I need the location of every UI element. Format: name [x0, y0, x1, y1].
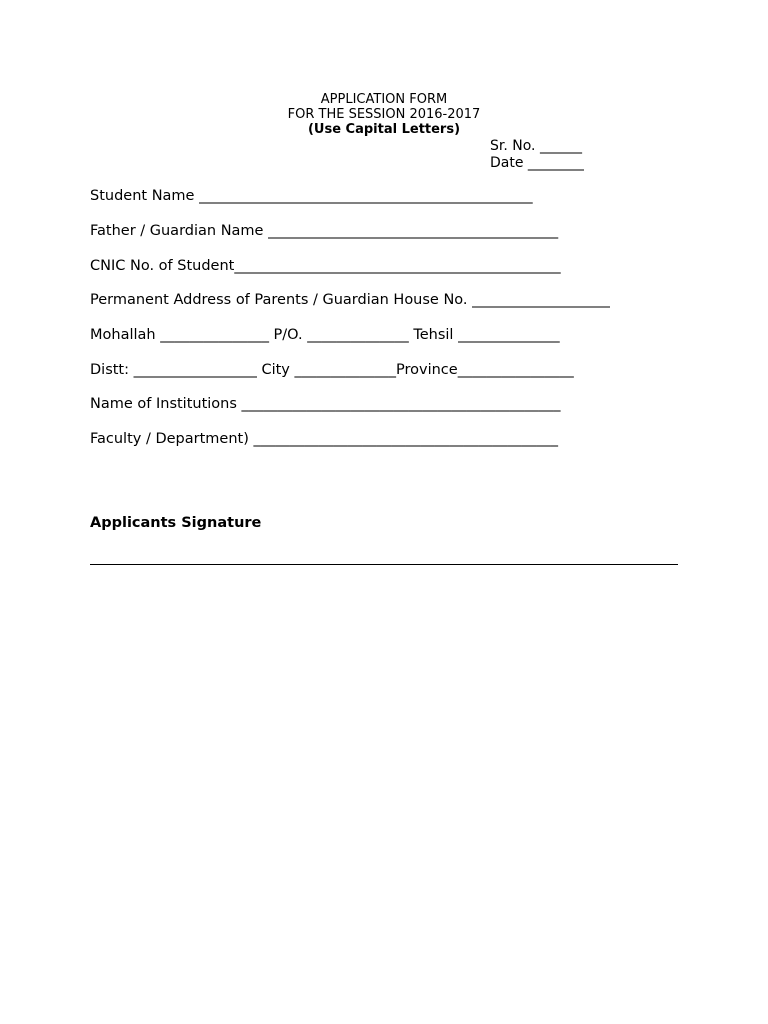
permanent-address-field[interactable]: Permanent Address of Parents / Guardian House No. ___________________ [90, 292, 610, 308]
student-name-field[interactable]: Student Name ______________________________________________ [90, 188, 533, 204]
form-session: FOR THE SESSION 2016-2017 [287, 107, 481, 122]
mohallah-po-tehsil-row[interactable]: Mohallah _______________ P/O. ______________ Tehsil ______________ [90, 327, 560, 343]
distt-city-province-row[interactable]: Distt: _________________ City ______________Province________________ [90, 362, 574, 378]
form-note: (Use Capital Letters) [307, 122, 461, 137]
form-header [0, 92, 768, 137]
signature-line[interactable] [90, 564, 678, 565]
serial-number-field[interactable]: Sr. No. ______ [490, 138, 582, 154]
form-title: APPLICATION FORM [320, 92, 448, 107]
date-field[interactable]: Date ________ [490, 155, 584, 171]
guardian-name-field[interactable]: Father / Guardian Name ________________________________________ [90, 223, 559, 239]
faculty-department-field[interactable]: Faculty / Department) __________________________________________ [90, 431, 558, 447]
signature-label: Applicants Signature [90, 515, 262, 531]
cnic-field[interactable]: CNIC No. of Student_____________________________________________ [90, 258, 561, 274]
institution-field[interactable]: Name of Institutions ____________________________________________ [90, 396, 561, 412]
